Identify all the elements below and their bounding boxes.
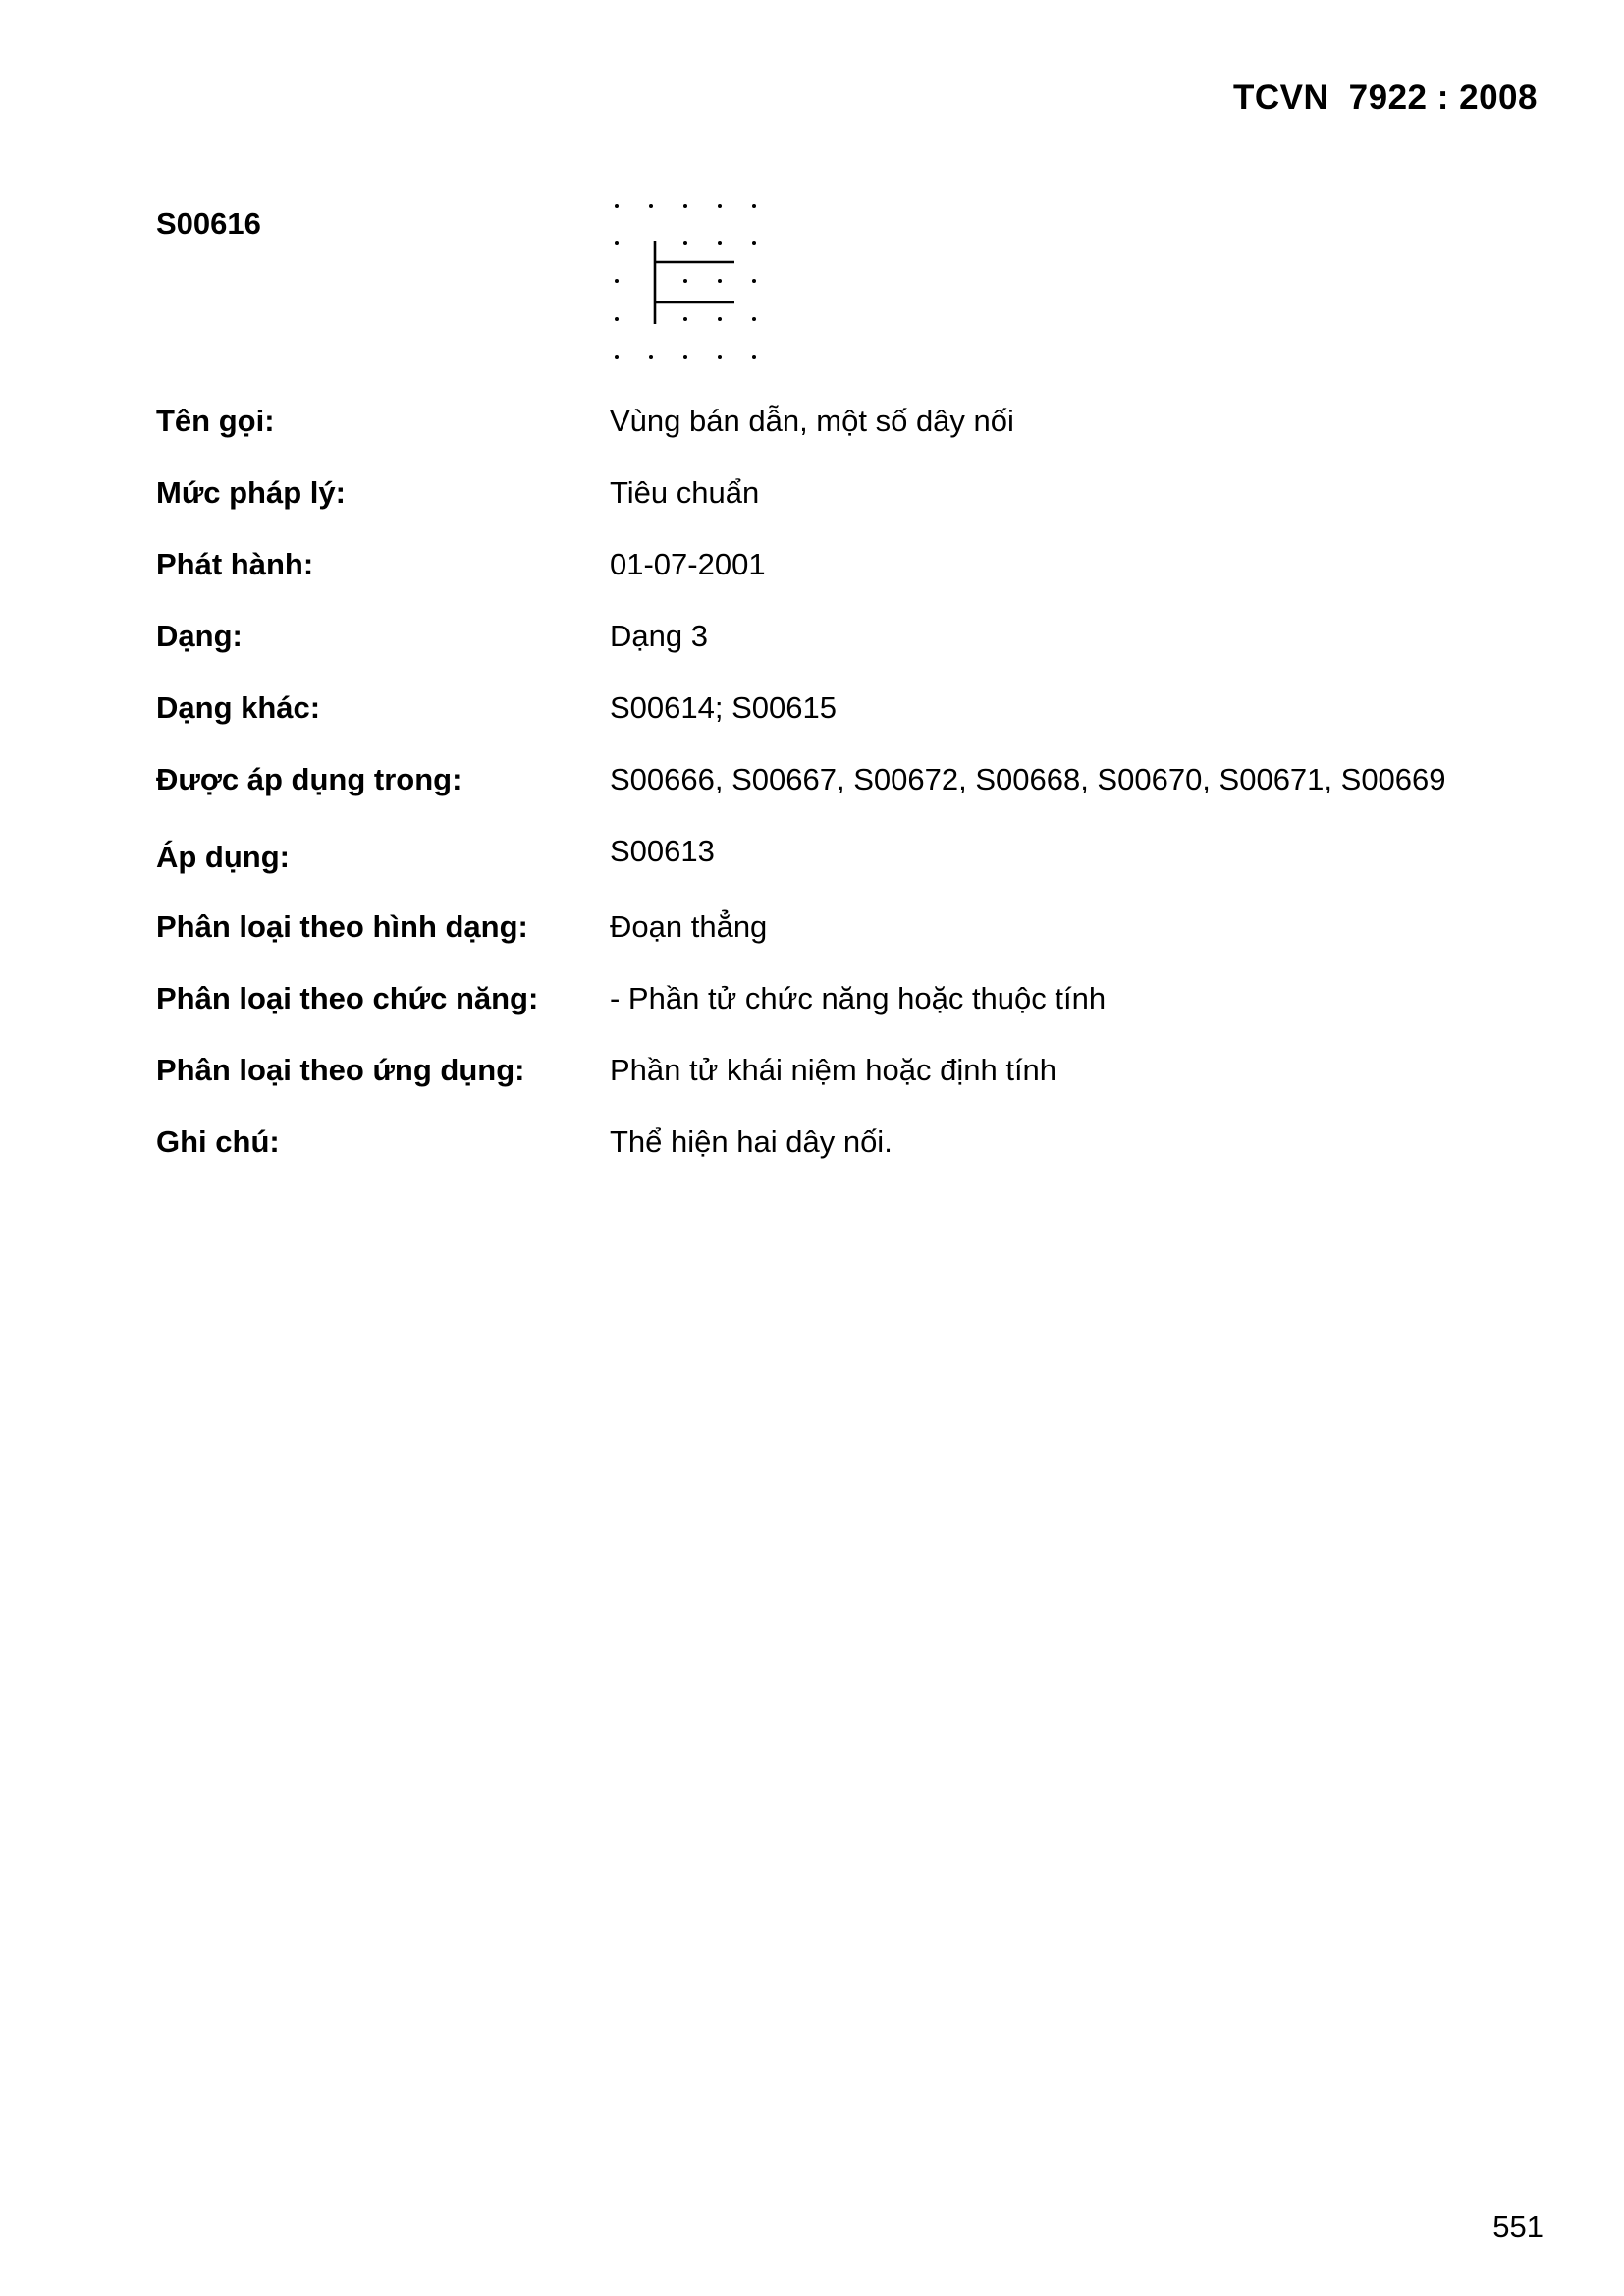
symbol-id: S00616: [156, 206, 261, 241]
field-row-applies: [156, 832, 1550, 907]
field-value: S00614; S00615: [610, 690, 837, 725]
field-value: 01-07-2001: [610, 547, 766, 581]
field-value: Tiêu chuẩn: [610, 475, 760, 510]
field-label: Phân loại theo hình dạng:: [156, 909, 528, 944]
field-value: - Phần tử chức năng hoặc thuộc tính: [610, 981, 1107, 1015]
field-label: Tên gọi:: [156, 404, 275, 438]
symbol-properties: [156, 402, 1550, 1194]
field-label: Ghi chú:: [156, 1124, 280, 1159]
field-row-legal-level: [156, 473, 1550, 545]
field-label: Phân loại theo ứng dụng:: [156, 1053, 525, 1087]
field-value: S00613: [610, 834, 715, 868]
symbol-strokes: [655, 241, 734, 324]
field-label: Mức pháp lý:: [156, 475, 346, 510]
field-value: Dạng 3: [610, 619, 708, 653]
field-row-other-forms: [156, 688, 1550, 760]
field-label: Được áp dụng trong:: [156, 762, 462, 796]
semiconductor-region-connections-icon: [601, 194, 787, 371]
field-value: Vùng bán dẫn, một số dây nối: [610, 404, 1014, 438]
field-value: Thể hiện hai dây nối.: [610, 1124, 893, 1159]
field-row-note: [156, 1122, 1550, 1194]
page-number: 551: [1492, 2210, 1543, 2244]
field-label: Dạng:: [156, 619, 243, 653]
field-row-name: [156, 402, 1550, 473]
field-row-form: [156, 617, 1550, 688]
field-label: Áp dụng:: [156, 840, 291, 874]
field-label: Phát hành:: [156, 547, 314, 581]
field-value: Phần tử khái niệm hoặc định tính: [610, 1053, 1057, 1087]
field-value: Đoạn thẳng: [610, 909, 768, 944]
standard-code: TCVN 7922 : 2008: [1232, 79, 1538, 117]
field-row-function-class: [156, 979, 1550, 1051]
dot-grid: [615, 204, 756, 359]
field-value: S00666, S00667, S00672, S00668, S00670, S00671, S00669: [610, 762, 1446, 796]
field-label: Phân loại theo chức năng:: [156, 981, 539, 1015]
field-row-application-class: [156, 1051, 1550, 1122]
field-row-issued: [156, 545, 1550, 617]
field-row-applied-in: [156, 760, 1550, 832]
field-label: Dạng khác:: [156, 690, 321, 725]
field-row-shape-class: [156, 907, 1550, 979]
